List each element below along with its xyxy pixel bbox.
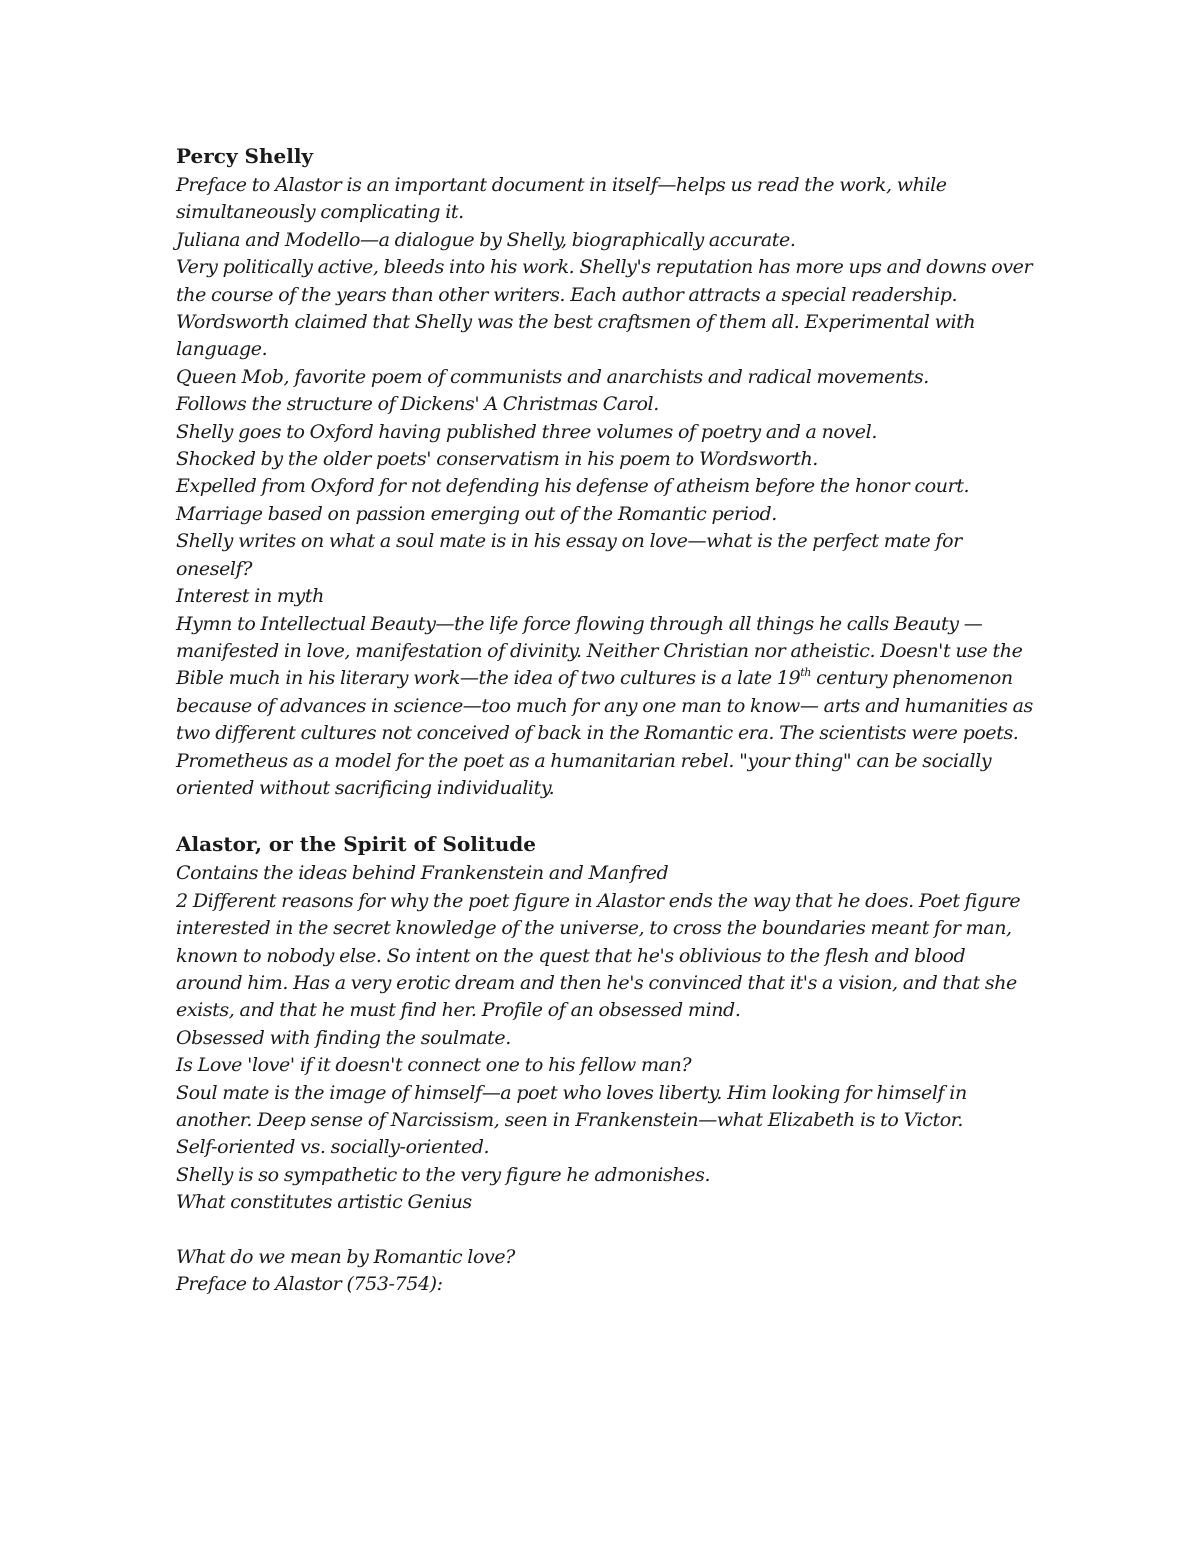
paragraph-gap <box>176 1217 1036 1244</box>
note-line: Shocked by the older poets' conservatism in his poem to Wordsworth. <box>176 448 818 471</box>
note-line: Juliana and Modello—a dialogue by Shelly, biographically accurate. <box>176 228 796 251</box>
section-heading-alastor: Alastor, or the Spirit of Solitude <box>176 832 536 857</box>
hymn-text-end: century phenomenon because of advances in science—too much for any one man to know— arts and humanities as two different cultures not conceived of back in the Romantic era. The scientists were poets. Prometheus as a model for the poet as a humanitarian rebel. "your thing" can be socially oriented without sacrificing individuality. <box>176 667 1033 799</box>
note-line: Self-oriented vs. socially-oriented. <box>176 1136 490 1159</box>
section-heading-percy-shelly: Percy Shelly <box>176 144 314 168</box>
note-line: Queen Mob, favorite poem of communists and anarchists and radical movements. <box>176 365 929 388</box>
note-line: Shelly is so sympathetic to the very figure he admonishes. <box>176 1163 711 1186</box>
note-line: Wordsworth claimed that Shelly was the best craftsmen of them all. Experimental with language. <box>176 311 976 361</box>
note-line: What do we mean by Romantic love? <box>176 1246 515 1269</box>
document-body <box>176 140 1036 1299</box>
note-line: Soul mate is the image of himself—a poet who loves liberty. Him looking for himself in another. Deep sense of Narcissism, seen in Frankenstein—what Elizabeth is to Victor. <box>176 1081 967 1131</box>
note-line: Obsessed with finding the soulmate. <box>176 1026 511 1049</box>
note-line: Marriage based on passion emerging out of the Romantic period. <box>176 502 777 525</box>
note-line: Shelly goes to Oxford having published three volumes of poetry and a novel. <box>176 420 877 443</box>
note-line: Very politically active, bleeds into his work. Shelly's reputation has more ups and downs over the course of the years than other writers. Each author attracts a special readership. <box>176 256 1033 306</box>
note-line: Preface to Alastor (753-754): <box>176 1273 443 1296</box>
ordinal-superscript: th <box>800 666 811 680</box>
note-line: Shelly writes on what a soul mate is in his essay on love—what is the perfect mate for oneself? <box>176 530 962 580</box>
note-line: Interest in myth <box>176 585 324 608</box>
note-line: Preface to Alastor is an important document in itself—helps us read the work, while simultaneously complicating it. <box>176 174 947 224</box>
note-line: Is Love 'love' if it doesn't connect one to his fellow man? <box>176 1054 692 1077</box>
note-line: What constitutes artistic Genius <box>176 1191 472 1214</box>
hymn-text-start: Hymn to Intellectual Beauty—the life force flowing through all things he calls Beauty —manifested in love, manifestation of divinity. Neither Christian nor atheistic. Doesn't use the Bible much in his literary work—the idea of two cultures is a late 19 <box>176 612 1023 690</box>
notes-alastor <box>176 860 1036 1298</box>
note-line: Follows the structure of Dickens' A Christmas Carol. <box>176 393 659 416</box>
note-line: 2 Different reasons for why the poet figure in Alastor ends the way that he does. Poet figure interested in the secret knowledge of the universe, to cross the boundaries meant for man, known to nobody else. So intent on the quest that he's oblivious to the flesh and blood around him. Has a very erotic dream and then he's convinced that it's a vision, and that she exists, and that he must find her. Profile of an obsessed mind. <box>176 889 1021 1022</box>
note-paragraph-hymn <box>176 611 1036 803</box>
note-line: Contains the ideas behind Frankenstein and Manfred <box>176 862 669 885</box>
notes-percy-shelly <box>176 172 1036 802</box>
note-line: Expelled from Oxford for not defending his defense of atheism before the honor court. <box>176 475 970 498</box>
